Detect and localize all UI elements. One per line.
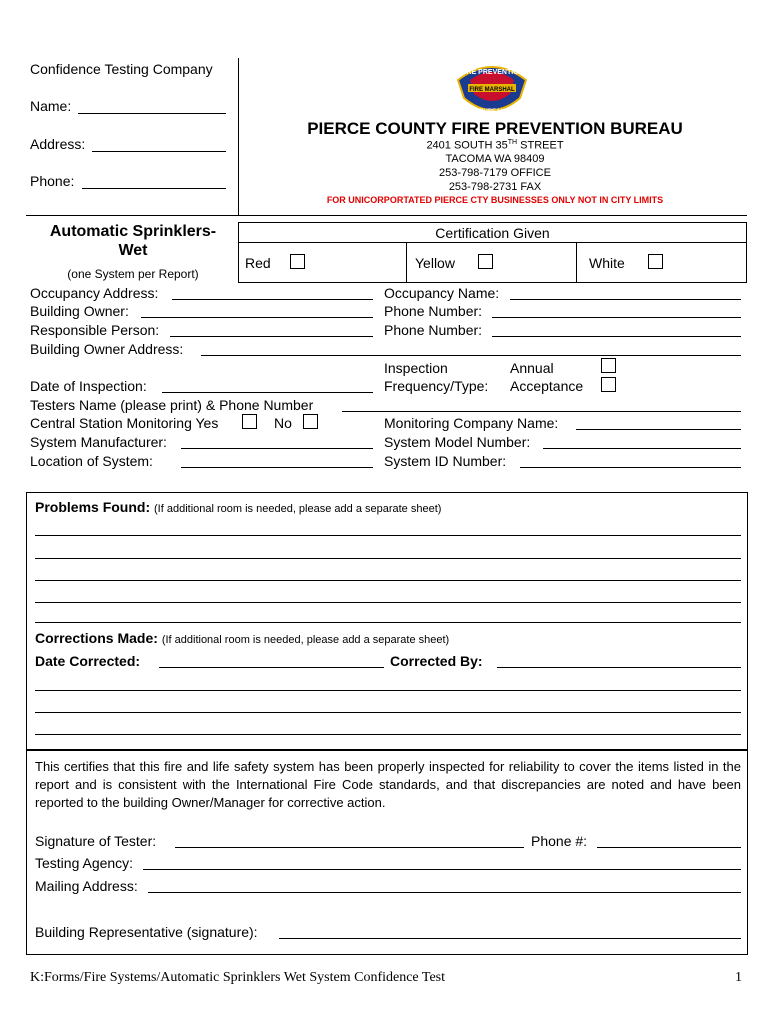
system-manufacturer-line[interactable] [181,448,373,449]
phone-number-1-line[interactable] [492,317,741,318]
company-title: Confidence Testing Company [30,61,213,77]
cert-divider-2 [576,243,577,283]
mailing-address-label: Mailing Address: [35,878,138,894]
phone-number-2-label: Phone Number: [384,322,483,338]
header-rule [26,215,747,216]
company-name-line[interactable] [78,113,226,114]
bureau-name: PIERCE COUNTY FIRE PREVENTION BUREAU [307,119,683,138]
cert-yellow-label: Yellow [415,255,455,271]
company-phone-line[interactable] [82,188,226,189]
occupancy-name-line[interactable] [510,299,741,300]
building-rep-label: Building Representative (signature): [35,924,258,940]
responsible-person-line[interactable] [170,336,373,337]
cert-divider-1 [406,243,407,283]
system-model-label: System Model Number: [384,434,531,450]
annual-label: Annual [510,360,554,376]
bureau-street: 2401 SOUTH 35TH STREET [426,139,564,152]
building-owner-address-label: Building Owner Address: [30,341,184,357]
footer-path: K:Forms/Fire Systems/Automatic Sprinklers Wet System Confidence Test [30,970,446,985]
signature-of-tester-line[interactable] [175,847,524,848]
company-address-line[interactable] [92,151,226,152]
phone-number-2-line[interactable] [492,336,741,337]
cert-white-label: White [589,255,625,271]
tester-phone-line[interactable] [597,847,741,848]
location-of-system-label: Location of System: [30,453,153,469]
problems-note: (If additional room is needed, please add a separate sheet) [154,503,442,515]
problems-heading-row [35,499,441,515]
certify-statement: This certifies that this fire and life safety system has been properly inspected for reliability to cover the items listed in the report and is consistent with the International Fire Code standards, and that discrepancies are noted and have been reported to the building Owner/Manager for corrective action. [35,759,741,810]
company-name-label: Name: [30,98,72,114]
fire-prevention-seal [446,58,538,118]
bureau-city: TACOMA WA 98409 [445,153,545,165]
seal-bottom-text: BUREAU [479,109,505,115]
annual-checkbox[interactable] [601,358,616,373]
testing-agency-label: Testing Agency: [35,855,134,871]
frequency-type-label: Frequency/Type: [384,378,489,394]
company-phone-label: Phone: [30,173,75,189]
building-rep-line[interactable] [279,938,741,939]
company-address-label: Address: [30,136,86,152]
date-corrected-label: Date Corrected: [35,653,141,669]
certification-heading: Certification Given [435,225,550,241]
report-type-title: Automatic Sprinklers- Wet [49,223,217,259]
bureau-office-phone: 253-798-7179 OFFICE [439,167,551,179]
bureau-fax: 253-798-2731 FAX [448,181,542,193]
acceptance-label: Acceptance [510,378,584,394]
inspection-label: Inspection [384,360,448,376]
building-owner-line[interactable] [141,317,373,318]
phone-number-1-label: Phone Number: [384,303,483,319]
tester-phone-label: Phone #: [531,833,588,849]
corrections-heading-row [35,630,449,646]
corrections-line-1[interactable] [35,690,741,691]
acceptance-checkbox[interactable] [601,377,616,392]
system-id-line[interactable] [520,467,741,468]
location-of-system-line[interactable] [181,467,373,468]
corrections-line-2[interactable] [35,712,741,713]
central-station-yes-checkbox[interactable] [242,414,257,429]
testers-name-line[interactable] [342,411,741,412]
system-model-line[interactable] [543,448,741,449]
central-station-no-label: No [274,415,292,431]
cert-white-checkbox[interactable] [648,254,663,269]
occupancy-name-label: Occupancy Name: [384,285,500,301]
signature-of-tester-label: Signature of Tester: [35,833,157,849]
certification-rule [238,242,747,243]
cert-red-label: Red [245,255,271,271]
system-manufacturer-label: System Manufacturer: [30,434,167,450]
problems-line-3[interactable] [35,580,741,581]
occupancy-address-line[interactable] [172,299,373,300]
corrections-note: (If additional room is needed, please add a separate sheet) [161,634,450,646]
page-number: 1 [735,970,742,985]
date-of-inspection-label: Date of Inspection: [30,378,147,394]
corrections-line-3[interactable] [35,734,741,735]
report-type-subtitle: (one System per Report) [67,267,199,281]
central-station-no-checkbox[interactable] [303,414,318,429]
monitoring-company-line[interactable] [576,429,741,430]
cert-red-checkbox[interactable] [290,254,305,269]
responsible-person-label: Responsible Person: [30,322,160,338]
bureau-notice: FOR UNICORPORTATED PIERCE CTY BUSINESSES ONLY NOT IN CITY LIMITS [326,195,664,205]
seal-top-text: FIRE PREVENTION [460,69,524,76]
corrected-by-label: Corrected By: [390,653,483,669]
testers-name-label: Testers Name (please print) & Phone Number [30,397,314,413]
corrections-heading: Corrections Made: [35,630,158,646]
corrected-by-line[interactable] [497,667,741,668]
seal-middle-text: FIRE MARSHAL [469,87,515,93]
cert-yellow-checkbox[interactable] [478,254,493,269]
occupancy-address-label: Occupancy Address: [30,285,159,301]
problems-heading: Problems Found: [35,499,151,515]
problems-line-1[interactable] [35,535,741,536]
problems-line-4[interactable] [35,602,741,603]
date-of-inspection-line[interactable] [162,392,373,393]
building-owner-label: Building Owner: [30,303,129,319]
system-id-label: System ID Number: [384,453,507,469]
testing-agency-line[interactable] [143,869,741,870]
problems-line-5[interactable] [35,622,741,623]
building-owner-address-line[interactable] [201,355,741,356]
central-station-label: Central Station Monitoring Yes [30,415,219,431]
header-divider [238,58,239,216]
mailing-address-line[interactable] [148,892,741,893]
problems-line-2[interactable] [35,558,741,559]
monitoring-company-label: Monitoring Company Name: [384,415,559,431]
date-corrected-line[interactable] [159,667,384,668]
